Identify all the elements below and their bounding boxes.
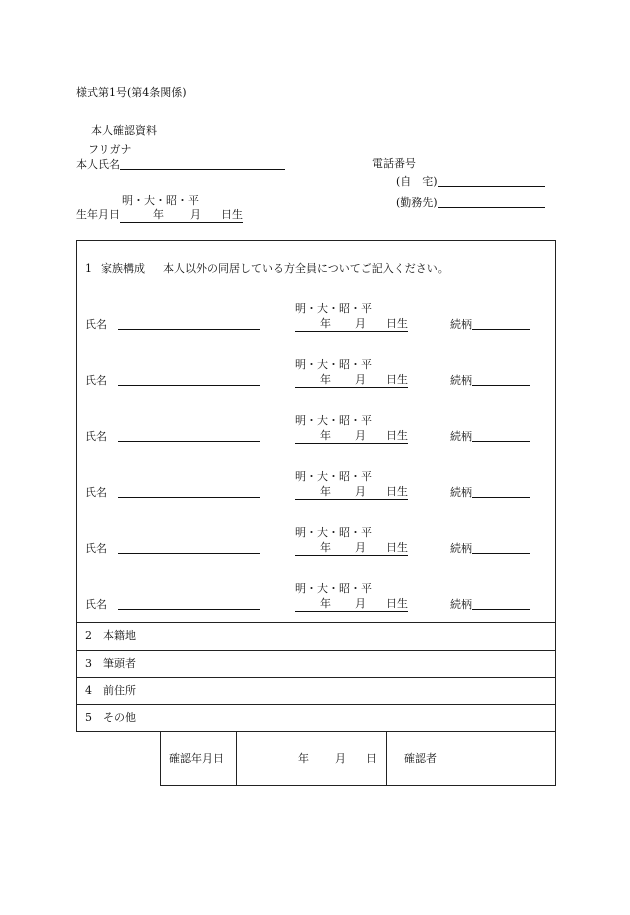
confirm-year-label: 年 — [298, 752, 309, 765]
member-name-label: 氏名 — [85, 598, 107, 611]
member-year-label: 年 — [320, 541, 331, 554]
member-month-label: 月 — [355, 597, 366, 610]
divider — [77, 677, 555, 678]
member-month-label: 月 — [355, 485, 366, 498]
work-phone-label: (勤務先) — [396, 196, 438, 209]
home-phone-label: (自 宅) — [396, 175, 438, 188]
member-relation-row — [450, 486, 530, 498]
row-previous-address[interactable]: 4 前住所 — [85, 684, 136, 697]
member-name-field[interactable] — [118, 318, 260, 330]
work-phone-field[interactable] — [438, 196, 545, 208]
home-phone-row — [396, 175, 545, 187]
member-month-label: 月 — [355, 373, 366, 386]
family-heading-title: 家族構成 — [101, 262, 145, 275]
member-era-options: 明・大・昭・平 — [295, 470, 372, 483]
divider — [77, 622, 555, 623]
member-relation-label: 続柄 — [450, 374, 472, 387]
applicant-name-row — [76, 158, 285, 170]
divider — [77, 704, 555, 705]
birth-date-row — [76, 209, 243, 220]
member-name-row — [85, 486, 260, 498]
member-relation-field[interactable] — [472, 318, 530, 330]
member-relation-row — [450, 430, 530, 442]
member-relation-field[interactable] — [472, 430, 530, 442]
member-relation-label: 続柄 — [450, 318, 472, 331]
member-relation-field[interactable] — [472, 542, 530, 554]
member-birth-field[interactable] — [295, 598, 408, 609]
applicant-name-field[interactable] — [120, 158, 285, 170]
member-year-label: 年 — [320, 429, 331, 442]
member-relation-row — [450, 374, 530, 386]
birth-date-field[interactable] — [120, 208, 243, 223]
family-heading — [85, 263, 449, 274]
member-name-field[interactable] — [118, 430, 260, 442]
work-phone-row — [396, 196, 545, 208]
member-day-label: 日生 — [386, 317, 408, 330]
member-relation-row — [450, 542, 530, 554]
applicant-name-label: 本人氏名 — [76, 158, 120, 171]
member-name-field[interactable] — [118, 598, 260, 610]
member-day-label: 日生 — [386, 597, 408, 610]
confirm-month-label: 月 — [335, 752, 346, 765]
confirmer-label: 確認者 — [404, 752, 437, 765]
table-divider — [236, 732, 237, 785]
member-birth-field[interactable] — [295, 486, 408, 497]
member-birth-field[interactable] — [295, 542, 408, 553]
member-relation-label: 続柄 — [450, 430, 472, 443]
confirmation-date-label: 確認年月日 — [169, 752, 224, 765]
member-month-label: 月 — [355, 317, 366, 330]
member-day-label: 日生 — [386, 429, 408, 442]
member-relation-label: 続柄 — [450, 486, 472, 499]
member-relation-field[interactable] — [472, 486, 530, 498]
row-other[interactable]: 5 その他 — [85, 711, 136, 724]
row-hittousha[interactable]: 3 筆頭者 — [85, 657, 136, 670]
member-era-options: 明・大・昭・平 — [295, 358, 372, 371]
member-relation-field[interactable] — [472, 598, 530, 610]
member-year-label: 年 — [320, 597, 331, 610]
member-era-options: 明・大・昭・平 — [295, 526, 372, 539]
family-heading-number: 1 — [85, 262, 92, 275]
divider — [77, 650, 555, 651]
member-name-row — [85, 374, 260, 386]
member-relation-label: 続柄 — [450, 598, 472, 611]
form-number: 様式第1号(第4条関係) — [76, 86, 187, 99]
member-relation-row — [450, 318, 530, 330]
member-relation-field[interactable] — [472, 374, 530, 386]
member-month-label: 月 — [355, 429, 366, 442]
section-title: 本人確認資料 — [91, 124, 157, 137]
member-name-label: 氏名 — [85, 486, 107, 499]
member-birth-field[interactable] — [295, 374, 408, 385]
member-name-field[interactable] — [118, 542, 260, 554]
row-honseki[interactable]: 2 本籍地 — [85, 629, 136, 642]
confirmation-date-field[interactable] — [298, 753, 377, 764]
member-era-options: 明・大・昭・平 — [295, 582, 372, 595]
member-day-label: 日生 — [386, 373, 408, 386]
home-phone-field[interactable] — [438, 175, 545, 187]
member-year-label: 年 — [320, 485, 331, 498]
member-birth-field[interactable] — [295, 318, 408, 329]
birth-day-label: 日生 — [221, 208, 243, 221]
member-birth-field[interactable] — [295, 430, 408, 441]
member-name-row — [85, 542, 260, 554]
member-name-row — [85, 318, 260, 330]
family-form-box — [76, 240, 556, 732]
member-name-label: 氏名 — [85, 374, 107, 387]
member-name-row — [85, 430, 260, 442]
member-name-label: 氏名 — [85, 430, 107, 443]
birth-era-options: 明・大・昭・平 — [122, 194, 199, 207]
member-day-label: 日生 — [386, 485, 408, 498]
table-divider — [386, 732, 387, 785]
member-day-label: 日生 — [386, 541, 408, 554]
member-relation-label: 続柄 — [450, 542, 472, 555]
birth-month-label: 月 — [190, 208, 201, 221]
member-name-field[interactable] — [118, 374, 260, 386]
member-name-row — [85, 598, 260, 610]
member-name-label: 氏名 — [85, 542, 107, 555]
birth-date-label: 生年月日 — [76, 208, 120, 221]
member-name-label: 氏名 — [85, 318, 107, 331]
birth-year-label: 年 — [153, 208, 164, 221]
member-name-field[interactable] — [118, 486, 260, 498]
member-relation-row — [450, 598, 530, 610]
member-year-label: 年 — [320, 373, 331, 386]
furigana-label: フリガナ — [88, 143, 132, 156]
confirm-day-label: 日 — [366, 752, 377, 765]
member-era-options: 明・大・昭・平 — [295, 414, 372, 427]
confirmation-table — [160, 732, 556, 786]
family-instruction: 本人以外の同居している方全員についてご記入ください。 — [163, 262, 449, 275]
phone-label: 電話番号 — [372, 157, 416, 170]
member-year-label: 年 — [320, 317, 331, 330]
member-month-label: 月 — [355, 541, 366, 554]
member-era-options: 明・大・昭・平 — [295, 302, 372, 315]
